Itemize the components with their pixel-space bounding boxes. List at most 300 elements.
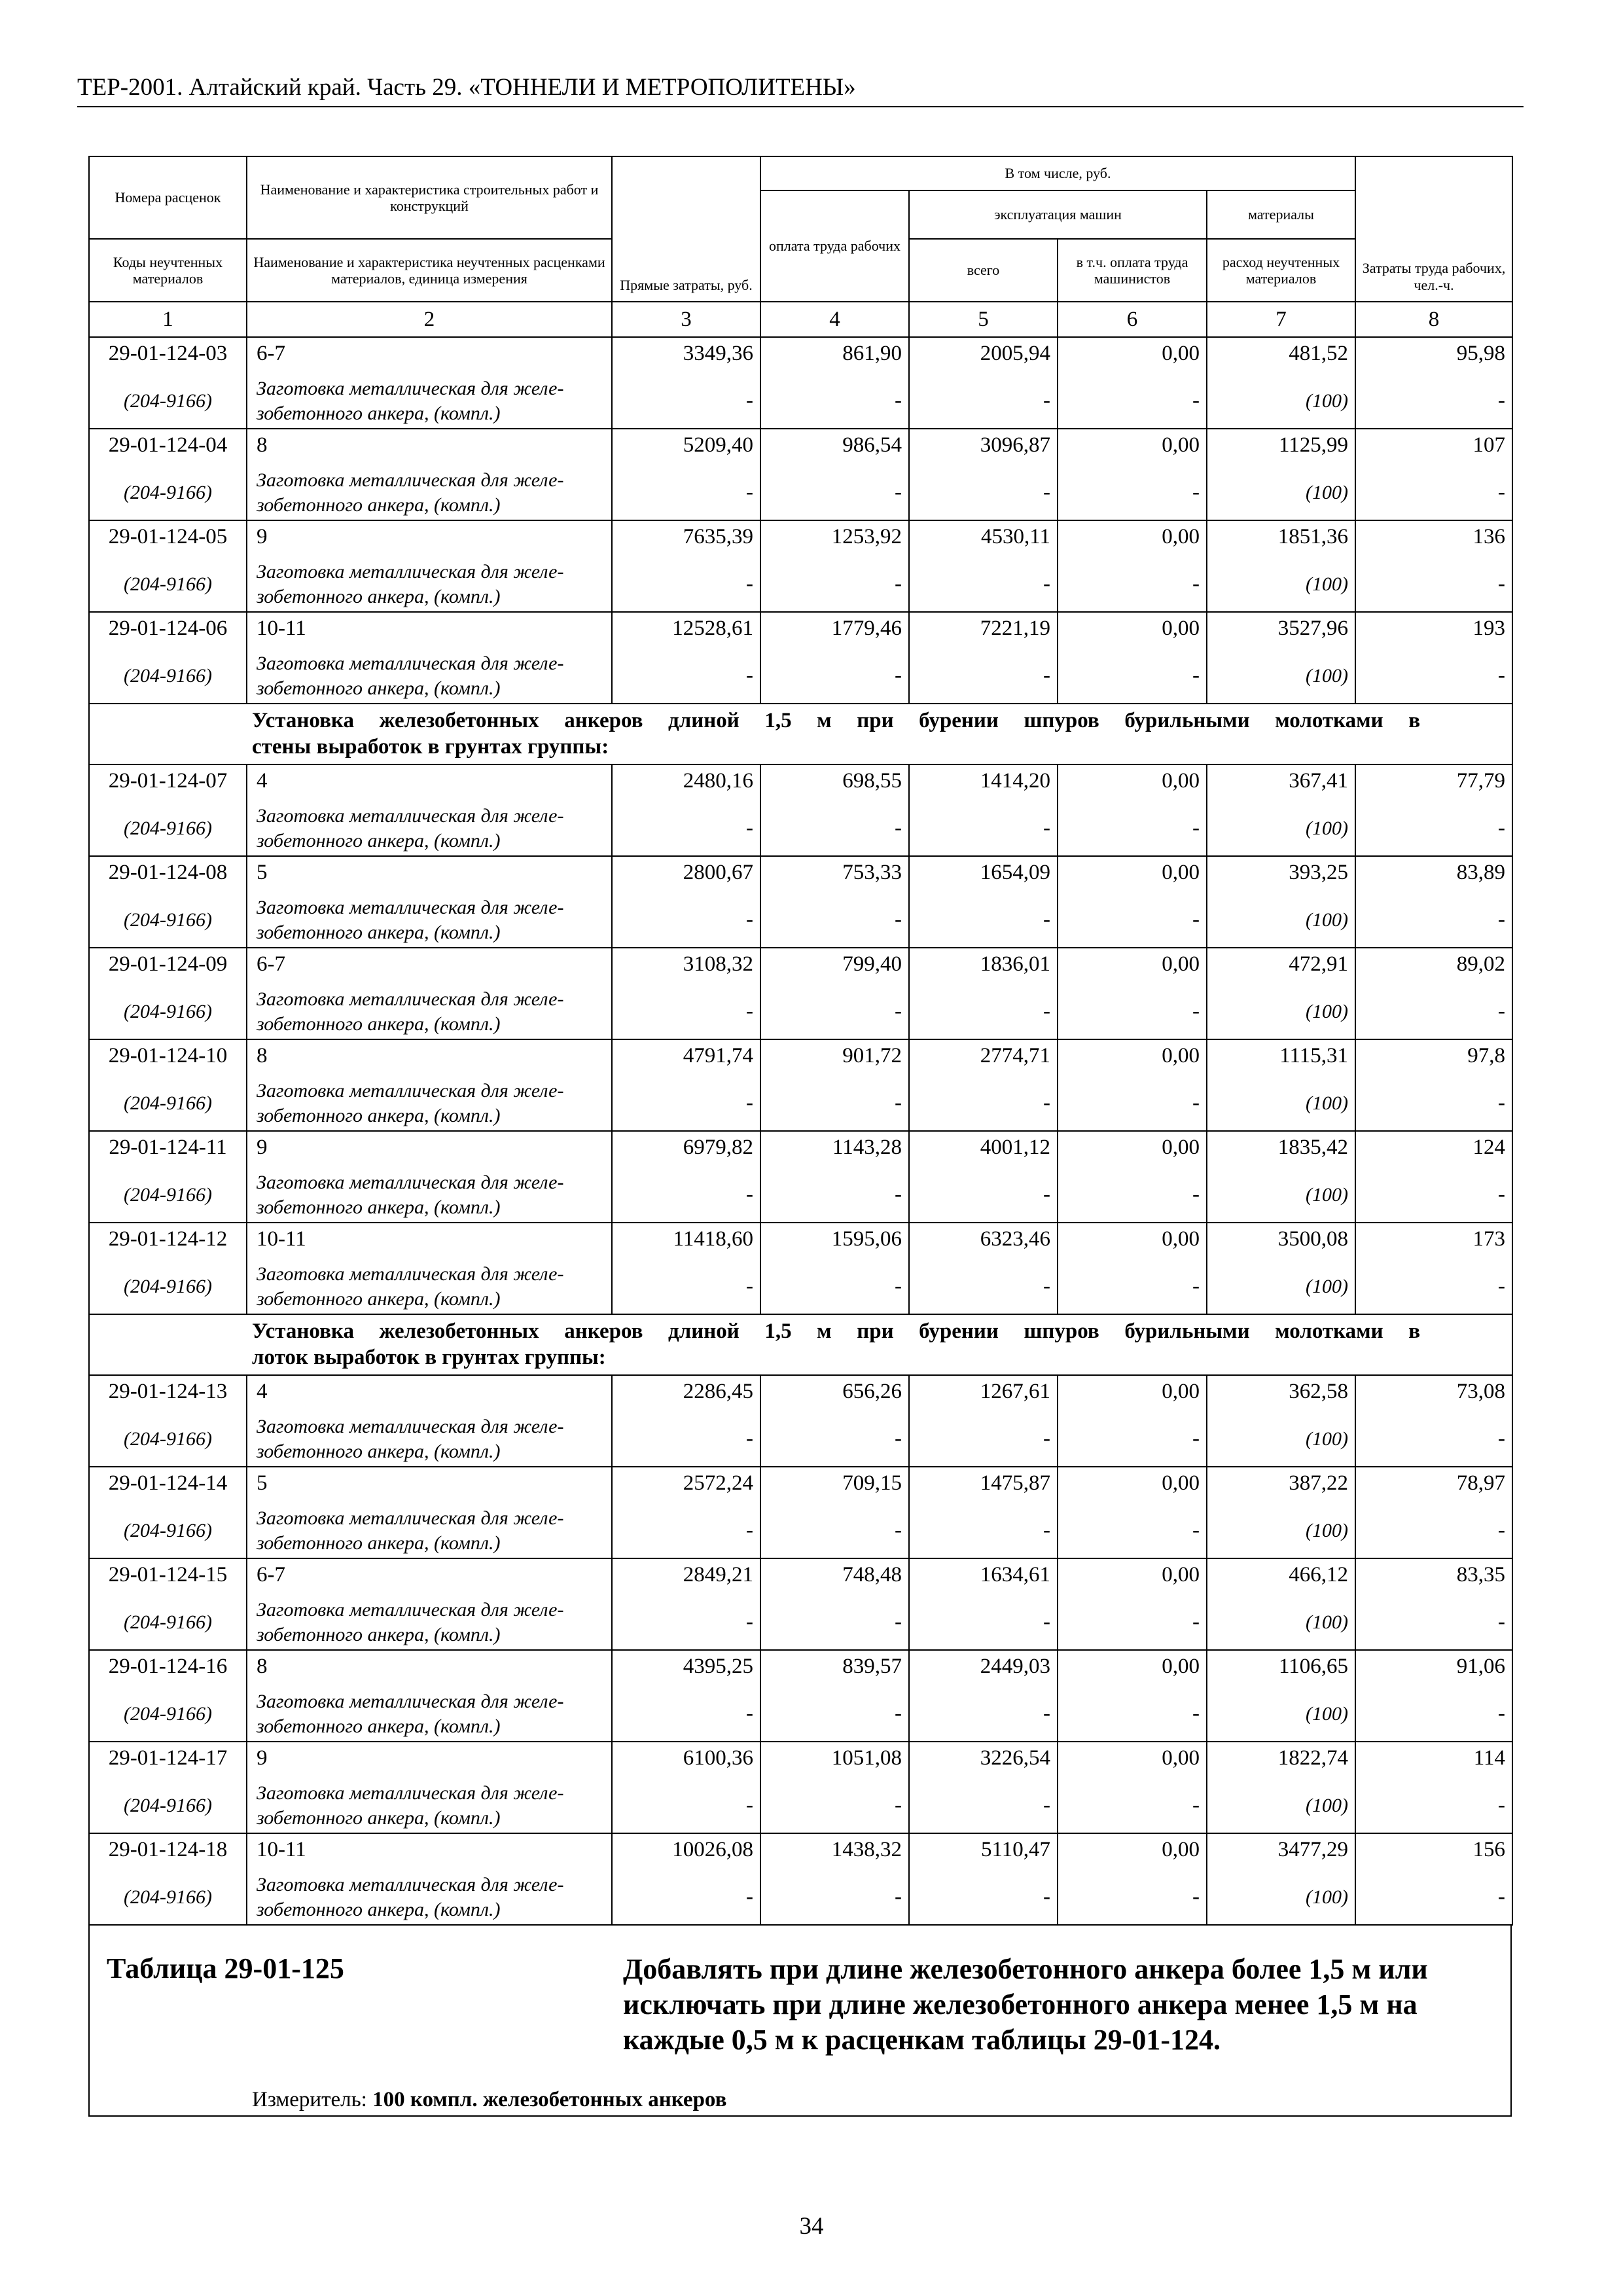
direct-cost-empty: - bbox=[612, 1595, 760, 1650]
machinist-labor-cost-empty: - bbox=[1058, 801, 1207, 856]
material-description-line1: Заготовка металлическая для желе- bbox=[257, 1416, 564, 1438]
col-head-materials: материалы bbox=[1207, 190, 1355, 239]
labor-hours: 193 bbox=[1355, 612, 1512, 649]
material-consumption: (100) bbox=[1207, 801, 1355, 856]
direct-cost-empty: - bbox=[612, 649, 760, 704]
labor-hours: 107 bbox=[1355, 429, 1512, 465]
rate-row bbox=[89, 1131, 1512, 1168]
machine-cost-empty: - bbox=[909, 984, 1058, 1039]
material-description bbox=[247, 1503, 612, 1558]
labor-cost-empty: - bbox=[760, 801, 909, 856]
rate-name: 6-7 bbox=[247, 1558, 612, 1595]
header-rule bbox=[77, 106, 1524, 107]
col-head-name: Наименование и характеристика строительных работ и конструкций bbox=[247, 156, 612, 239]
group-3 bbox=[89, 1375, 1512, 1925]
material-row bbox=[89, 374, 1512, 429]
material-description-line2: зобетонного анкера, (компл.) bbox=[257, 677, 501, 699]
direct-cost-empty: - bbox=[612, 984, 760, 1039]
material-cost: 1822,74 bbox=[1207, 1742, 1355, 1778]
machine-cost: 3226,54 bbox=[909, 1742, 1058, 1778]
material-row bbox=[89, 1503, 1512, 1558]
labor-hours-empty: - bbox=[1355, 1168, 1512, 1223]
labor-hours: 89,02 bbox=[1355, 948, 1512, 984]
material-description-line2: зобетонного анкера, (компл.) bbox=[257, 1532, 501, 1554]
rate-name: 4 bbox=[247, 764, 612, 801]
material-cost: 393,25 bbox=[1207, 856, 1355, 893]
material-description bbox=[247, 374, 612, 429]
material-description-line1: Заготовка металлическая для желе- bbox=[257, 1507, 564, 1530]
rate-row bbox=[89, 1375, 1512, 1412]
col-number: 6 bbox=[1058, 302, 1207, 337]
rates-table-wrap bbox=[88, 156, 1512, 2117]
page-number: 34 bbox=[799, 2213, 824, 2240]
machine-cost-empty: - bbox=[909, 1687, 1058, 1742]
labor-hours: 173 bbox=[1355, 1223, 1512, 1259]
rate-code: 29-01-124-12 bbox=[89, 1223, 247, 1259]
rate-name: 10-11 bbox=[247, 612, 612, 649]
labor-hours: 97,8 bbox=[1355, 1039, 1512, 1076]
labor-hours: 91,06 bbox=[1355, 1650, 1512, 1687]
material-description-line1: Заготовка металлическая для желе- bbox=[257, 1080, 564, 1102]
rate-name: 9 bbox=[247, 1742, 612, 1778]
col-head-codes: Коды неучтенных материалов bbox=[89, 239, 247, 302]
material-description-line1: Заготовка металлическая для желе- bbox=[257, 561, 564, 583]
labor-hours: 83,35 bbox=[1355, 1558, 1512, 1595]
labor-hours-empty: - bbox=[1355, 557, 1512, 612]
material-code: (204-9166) bbox=[89, 1168, 247, 1223]
labor-cost: 1595,06 bbox=[760, 1223, 909, 1259]
machinist-labor-cost: 0,00 bbox=[1058, 1039, 1207, 1076]
direct-cost: 11418,60 bbox=[612, 1223, 760, 1259]
rate-code: 29-01-124-07 bbox=[89, 764, 247, 801]
material-description-line2: зобетонного анкера, (компл.) bbox=[257, 1623, 501, 1645]
material-description-line1: Заготовка металлическая для желе- bbox=[257, 988, 564, 1011]
material-row bbox=[89, 557, 1512, 612]
labor-cost-empty: - bbox=[760, 893, 909, 948]
material-consumption: (100) bbox=[1207, 1503, 1355, 1558]
direct-cost-empty: - bbox=[612, 1168, 760, 1223]
material-code: (204-9166) bbox=[89, 1778, 247, 1833]
machinist-labor-cost-empty: - bbox=[1058, 1778, 1207, 1833]
rate-code: 29-01-124-03 bbox=[89, 337, 247, 374]
material-consumption: (100) bbox=[1207, 893, 1355, 948]
section-heading-line2: лоток выработок в грунтах группы: bbox=[252, 1345, 606, 1369]
material-description-line2: зобетонного анкера, (компл.) bbox=[257, 1806, 501, 1829]
rate-code: 29-01-124-17 bbox=[89, 1742, 247, 1778]
material-row bbox=[89, 1412, 1512, 1467]
labor-cost: 861,90 bbox=[760, 337, 909, 374]
rate-code: 29-01-124-16 bbox=[89, 1650, 247, 1687]
labor-hours-empty: - bbox=[1355, 1259, 1512, 1314]
labor-cost-empty: - bbox=[760, 984, 909, 1039]
rate-code: 29-01-124-14 bbox=[89, 1467, 247, 1503]
labor-cost-empty: - bbox=[760, 649, 909, 704]
material-row bbox=[89, 984, 1512, 1039]
labor-cost: 1438,32 bbox=[760, 1833, 909, 1870]
material-code: (204-9166) bbox=[89, 1503, 247, 1558]
material-description-line2: зобетонного анкера, (компл.) bbox=[257, 1440, 501, 1462]
machine-cost: 1414,20 bbox=[909, 764, 1058, 801]
machinist-labor-cost: 0,00 bbox=[1058, 1375, 1207, 1412]
col-head-machines: эксплуатация машин bbox=[909, 190, 1207, 239]
labor-hours-empty: - bbox=[1355, 1778, 1512, 1833]
direct-cost: 6100,36 bbox=[612, 1742, 760, 1778]
table-125-title: Таблица 29-01-125 bbox=[107, 1952, 344, 1985]
direct-cost-empty: - bbox=[612, 1687, 760, 1742]
group-1 bbox=[89, 337, 1512, 704]
labor-cost: 986,54 bbox=[760, 429, 909, 465]
machine-cost-empty: - bbox=[909, 1259, 1058, 1314]
labor-cost-empty: - bbox=[760, 1595, 909, 1650]
material-row bbox=[89, 1076, 1512, 1131]
rate-name: 8 bbox=[247, 1650, 612, 1687]
direct-cost-empty: - bbox=[612, 465, 760, 520]
material-row bbox=[89, 1168, 1512, 1223]
material-description-line1: Заготовка металлическая для желе- bbox=[257, 897, 564, 919]
machine-cost-empty: - bbox=[909, 1595, 1058, 1650]
col-head-mach-total: всего bbox=[909, 239, 1058, 302]
material-consumption: (100) bbox=[1207, 1168, 1355, 1223]
material-description-line2: зобетонного анкера, (компл.) bbox=[257, 585, 501, 607]
machine-cost-empty: - bbox=[909, 1168, 1058, 1223]
material-cost: 367,41 bbox=[1207, 764, 1355, 801]
rate-row bbox=[89, 856, 1512, 893]
labor-hours: 95,98 bbox=[1355, 337, 1512, 374]
machinist-labor-cost-empty: - bbox=[1058, 1168, 1207, 1223]
rate-name: 6-7 bbox=[247, 948, 612, 984]
direct-cost: 4395,25 bbox=[612, 1650, 760, 1687]
material-code: (204-9166) bbox=[89, 801, 247, 856]
machinist-labor-cost: 0,00 bbox=[1058, 1742, 1207, 1778]
labor-cost: 1253,92 bbox=[760, 520, 909, 557]
direct-cost: 2572,24 bbox=[612, 1467, 760, 1503]
labor-hours: 136 bbox=[1355, 520, 1512, 557]
material-description-line1: Заготовка металлическая для желе- bbox=[257, 1874, 564, 1896]
material-description bbox=[247, 1168, 612, 1223]
material-description-line1: Заготовка металлическая для желе- bbox=[257, 653, 564, 674]
labor-cost-empty: - bbox=[760, 557, 909, 612]
col-number: 2 bbox=[247, 302, 612, 337]
material-cost: 387,22 bbox=[1207, 1467, 1355, 1503]
machine-cost-empty: - bbox=[909, 893, 1058, 948]
machinist-labor-cost-empty: - bbox=[1058, 1412, 1207, 1467]
material-cost: 3477,29 bbox=[1207, 1833, 1355, 1870]
machine-cost: 1836,01 bbox=[909, 948, 1058, 984]
labor-hours-empty: - bbox=[1355, 893, 1512, 948]
col-number: 4 bbox=[760, 302, 909, 337]
col-number: 3 bbox=[612, 302, 760, 337]
col-head-labor-hours: Затраты труда рабочих, чел.-ч. bbox=[1355, 156, 1512, 302]
col-head-number: Номера расценок bbox=[89, 156, 247, 239]
machinist-labor-cost: 0,00 bbox=[1058, 520, 1207, 557]
material-description-line2: зобетонного анкера, (компл.) bbox=[257, 493, 501, 516]
rate-row bbox=[89, 429, 1512, 465]
rate-name: 6-7 bbox=[247, 337, 612, 374]
material-consumption: (100) bbox=[1207, 1870, 1355, 1925]
rate-row bbox=[89, 764, 1512, 801]
col-head-name2: Наименование и характеристика неучтенных расценками материалов, единица измерения bbox=[247, 239, 612, 302]
labor-cost: 799,40 bbox=[760, 948, 909, 984]
material-description-line1: Заготовка металлическая для желе- bbox=[257, 469, 564, 491]
rate-row bbox=[89, 1467, 1512, 1503]
direct-cost: 4791,74 bbox=[612, 1039, 760, 1076]
material-description-line2: зобетонного анкера, (компл.) bbox=[257, 829, 501, 852]
material-cost: 1106,65 bbox=[1207, 1650, 1355, 1687]
machinist-labor-cost: 0,00 bbox=[1058, 1833, 1207, 1870]
col-head-direct: Прямые затраты, руб. bbox=[612, 156, 760, 302]
material-cost: 3500,08 bbox=[1207, 1223, 1355, 1259]
material-row bbox=[89, 801, 1512, 856]
machinist-labor-cost-empty: - bbox=[1058, 893, 1207, 948]
labor-hours-empty: - bbox=[1355, 1076, 1512, 1131]
material-cost: 1115,31 bbox=[1207, 1039, 1355, 1076]
machinist-labor-cost: 0,00 bbox=[1058, 1223, 1207, 1259]
direct-cost: 7635,39 bbox=[612, 520, 760, 557]
material-description-line2: зобетонного анкера, (компл.) bbox=[257, 921, 501, 943]
material-description-line1: Заготовка металлическая для желе- bbox=[257, 378, 564, 399]
rate-code: 29-01-124-04 bbox=[89, 429, 247, 465]
section-heading-line1: Установка железобетонных анкеров длиной 1,5 м при бурении шпуров бурильными молотками в bbox=[252, 709, 1421, 732]
material-description-line2: зобетонного анкера, (компл.) bbox=[257, 1715, 501, 1737]
machinist-labor-cost: 0,00 bbox=[1058, 764, 1207, 801]
machine-cost: 3096,87 bbox=[909, 429, 1058, 465]
machinist-labor-cost-empty: - bbox=[1058, 1595, 1207, 1650]
material-row bbox=[89, 1595, 1512, 1650]
material-consumption: (100) bbox=[1207, 1076, 1355, 1131]
machine-cost-empty: - bbox=[909, 465, 1058, 520]
table-125-measure bbox=[252, 2088, 726, 2112]
rate-code: 29-01-124-08 bbox=[89, 856, 247, 893]
material-code: (204-9166) bbox=[89, 1259, 247, 1314]
labor-cost-empty: - bbox=[760, 374, 909, 429]
material-row bbox=[89, 465, 1512, 520]
material-row bbox=[89, 1687, 1512, 1742]
labor-cost: 901,72 bbox=[760, 1039, 909, 1076]
labor-hours: 73,08 bbox=[1355, 1375, 1512, 1412]
machinist-labor-cost-empty: - bbox=[1058, 1259, 1207, 1314]
labor-cost-empty: - bbox=[760, 1870, 909, 1925]
col-head-mach-labor: в т.ч. оплата труда машинистов bbox=[1058, 239, 1207, 302]
material-cost: 1851,36 bbox=[1207, 520, 1355, 557]
material-description-line1: Заготовка металлическая для желе- bbox=[257, 1599, 564, 1621]
rate-code: 29-01-124-09 bbox=[89, 948, 247, 984]
material-description bbox=[247, 649, 612, 704]
material-code: (204-9166) bbox=[89, 893, 247, 948]
measure-value: 100 компл. железобетонных анкеров bbox=[372, 2088, 727, 2112]
machine-cost-empty: - bbox=[909, 649, 1058, 704]
direct-cost: 2480,16 bbox=[612, 764, 760, 801]
section-heading bbox=[89, 1314, 1512, 1375]
material-description bbox=[247, 801, 612, 856]
rate-name: 5 bbox=[247, 856, 612, 893]
labor-hours-empty: - bbox=[1355, 649, 1512, 704]
machinist-labor-cost: 0,00 bbox=[1058, 612, 1207, 649]
material-code: (204-9166) bbox=[89, 649, 247, 704]
machinist-labor-cost: 0,00 bbox=[1058, 1467, 1207, 1503]
rate-row bbox=[89, 1650, 1512, 1687]
labor-hours: 78,97 bbox=[1355, 1467, 1512, 1503]
material-row bbox=[89, 649, 1512, 704]
direct-cost-empty: - bbox=[612, 893, 760, 948]
material-cost: 1125,99 bbox=[1207, 429, 1355, 465]
material-code: (204-9166) bbox=[89, 374, 247, 429]
rate-row bbox=[89, 520, 1512, 557]
section-heading bbox=[89, 704, 1512, 764]
rate-name: 10-11 bbox=[247, 1833, 612, 1870]
rate-name: 4 bbox=[247, 1375, 612, 1412]
material-description bbox=[247, 465, 612, 520]
rate-code: 29-01-124-05 bbox=[89, 520, 247, 557]
rate-name: 8 bbox=[247, 1039, 612, 1076]
machinist-labor-cost: 0,00 bbox=[1058, 1131, 1207, 1168]
table-125-block bbox=[88, 1926, 1512, 2117]
machine-cost-empty: - bbox=[909, 1412, 1058, 1467]
labor-cost: 698,55 bbox=[760, 764, 909, 801]
material-cost: 466,12 bbox=[1207, 1558, 1355, 1595]
machine-cost: 2005,94 bbox=[909, 337, 1058, 374]
rate-row bbox=[89, 612, 1512, 649]
labor-hours: 156 bbox=[1355, 1833, 1512, 1870]
material-description-line2: зобетонного анкера, (компл.) bbox=[257, 1196, 501, 1218]
col-number: 8 bbox=[1355, 302, 1512, 337]
rate-name: 9 bbox=[247, 520, 612, 557]
material-cost: 3527,96 bbox=[1207, 612, 1355, 649]
material-description-line2: зобетонного анкера, (компл.) bbox=[257, 402, 501, 424]
rate-row bbox=[89, 1223, 1512, 1259]
machine-cost: 5110,47 bbox=[909, 1833, 1058, 1870]
machine-cost: 6323,46 bbox=[909, 1223, 1058, 1259]
machine-cost: 1475,87 bbox=[909, 1467, 1058, 1503]
machinist-labor-cost-empty: - bbox=[1058, 557, 1207, 612]
direct-cost: 10026,08 bbox=[612, 1833, 760, 1870]
material-description-line1: Заготовка металлическая для желе- bbox=[257, 805, 564, 827]
direct-cost: 3349,36 bbox=[612, 337, 760, 374]
section-heading-line2: стены выработок в грунтах группы: bbox=[252, 734, 609, 759]
labor-hours-empty: - bbox=[1355, 984, 1512, 1039]
material-description bbox=[247, 1595, 612, 1650]
labor-hours: 114 bbox=[1355, 1742, 1512, 1778]
direct-cost: 2286,45 bbox=[612, 1375, 760, 1412]
machine-cost-empty: - bbox=[909, 801, 1058, 856]
labor-hours-empty: - bbox=[1355, 1870, 1512, 1925]
material-row bbox=[89, 1259, 1512, 1314]
rates-table bbox=[88, 156, 1513, 1926]
material-code: (204-9166) bbox=[89, 1412, 247, 1467]
machine-cost-empty: - bbox=[909, 1503, 1058, 1558]
rate-name: 8 bbox=[247, 429, 612, 465]
machinist-labor-cost: 0,00 bbox=[1058, 856, 1207, 893]
col-head-mat-consumption: расход неучтенных материалов bbox=[1207, 239, 1355, 302]
rate-row bbox=[89, 1558, 1512, 1595]
machine-cost-empty: - bbox=[909, 374, 1058, 429]
labor-cost: 709,15 bbox=[760, 1467, 909, 1503]
direct-cost-empty: - bbox=[612, 1076, 760, 1131]
material-description-line2: зобетонного анкера, (компл.) bbox=[257, 1287, 501, 1310]
machine-cost: 2449,03 bbox=[909, 1650, 1058, 1687]
direct-cost: 6979,82 bbox=[612, 1131, 760, 1168]
col-head-including: В том числе, руб. bbox=[760, 156, 1355, 190]
material-description-line1: Заготовка металлическая для желе- bbox=[257, 1263, 564, 1285]
labor-cost-empty: - bbox=[760, 1168, 909, 1223]
machinist-labor-cost-empty: - bbox=[1058, 1503, 1207, 1558]
machinist-labor-cost-empty: - bbox=[1058, 1687, 1207, 1742]
material-description bbox=[247, 984, 612, 1039]
labor-cost: 1143,28 bbox=[760, 1131, 909, 1168]
labor-cost-empty: - bbox=[760, 1687, 909, 1742]
material-description bbox=[247, 1687, 612, 1742]
material-code: (204-9166) bbox=[89, 984, 247, 1039]
material-cost: 472,91 bbox=[1207, 948, 1355, 984]
material-consumption: (100) bbox=[1207, 557, 1355, 612]
material-consumption: (100) bbox=[1207, 374, 1355, 429]
labor-cost: 656,26 bbox=[760, 1375, 909, 1412]
material-row bbox=[89, 893, 1512, 948]
machinist-labor-cost-empty: - bbox=[1058, 1076, 1207, 1131]
material-description-line2: зобетонного анкера, (компл.) bbox=[257, 1898, 501, 1920]
direct-cost-empty: - bbox=[612, 557, 760, 612]
rate-row bbox=[89, 1833, 1512, 1870]
material-row bbox=[89, 1778, 1512, 1833]
material-description-line2: зобетонного анкера, (компл.) bbox=[257, 1013, 501, 1035]
material-cost: 1835,42 bbox=[1207, 1131, 1355, 1168]
labor-cost: 748,48 bbox=[760, 1558, 909, 1595]
material-cost: 362,58 bbox=[1207, 1375, 1355, 1412]
rate-code: 29-01-124-06 bbox=[89, 612, 247, 649]
material-description bbox=[247, 1412, 612, 1467]
labor-cost: 753,33 bbox=[760, 856, 909, 893]
table-125-description: Добавлять при длине железобетонного анкера более 1,5 м или исключать при длине железобетонного анкера менее 1,5 м на каждые 0,5 м к расценкам таблицы 29-01-124. bbox=[623, 1953, 1428, 2056]
direct-cost: 2849,21 bbox=[612, 1558, 760, 1595]
material-code: (204-9166) bbox=[89, 465, 247, 520]
labor-hours: 124 bbox=[1355, 1131, 1512, 1168]
machinist-labor-cost-empty: - bbox=[1058, 374, 1207, 429]
direct-cost-empty: - bbox=[612, 1412, 760, 1467]
labor-hours: 77,79 bbox=[1355, 764, 1512, 801]
machinist-labor-cost: 0,00 bbox=[1058, 429, 1207, 465]
labor-hours-empty: - bbox=[1355, 801, 1512, 856]
machine-cost-empty: - bbox=[909, 1870, 1058, 1925]
machine-cost: 7221,19 bbox=[909, 612, 1058, 649]
material-description-line1: Заготовка металлическая для желе- bbox=[257, 1172, 564, 1194]
machine-cost: 2774,71 bbox=[909, 1039, 1058, 1076]
direct-cost: 5209,40 bbox=[612, 429, 760, 465]
material-cost: 481,52 bbox=[1207, 337, 1355, 374]
material-description-line2: зобетонного анкера, (компл.) bbox=[257, 1104, 501, 1126]
material-description bbox=[247, 1778, 612, 1833]
direct-cost-empty: - bbox=[612, 1870, 760, 1925]
labor-cost-empty: - bbox=[760, 1778, 909, 1833]
rate-code: 29-01-124-13 bbox=[89, 1375, 247, 1412]
machine-cost: 4530,11 bbox=[909, 520, 1058, 557]
machinist-labor-cost: 0,00 bbox=[1058, 1558, 1207, 1595]
material-consumption: (100) bbox=[1207, 984, 1355, 1039]
machinist-labor-cost: 0,00 bbox=[1058, 948, 1207, 984]
group-2 bbox=[89, 764, 1512, 1314]
measure-label: Измеритель: bbox=[252, 2088, 367, 2112]
machine-cost: 1654,09 bbox=[909, 856, 1058, 893]
labor-cost-empty: - bbox=[760, 1412, 909, 1467]
labor-hours-empty: - bbox=[1355, 1687, 1512, 1742]
machine-cost: 1267,61 bbox=[909, 1375, 1058, 1412]
machinist-labor-cost-empty: - bbox=[1058, 649, 1207, 704]
direct-cost-empty: - bbox=[612, 374, 760, 429]
running-header: ТЕР-2001. Алтайский край. Часть 29. «ТОННЕЛИ И МЕТРОПОЛИТЕНЫ» bbox=[77, 74, 856, 101]
material-consumption: (100) bbox=[1207, 1412, 1355, 1467]
rate-row bbox=[89, 948, 1512, 984]
material-code: (204-9166) bbox=[89, 1076, 247, 1131]
machine-cost-empty: - bbox=[909, 1778, 1058, 1833]
material-description bbox=[247, 1076, 612, 1131]
